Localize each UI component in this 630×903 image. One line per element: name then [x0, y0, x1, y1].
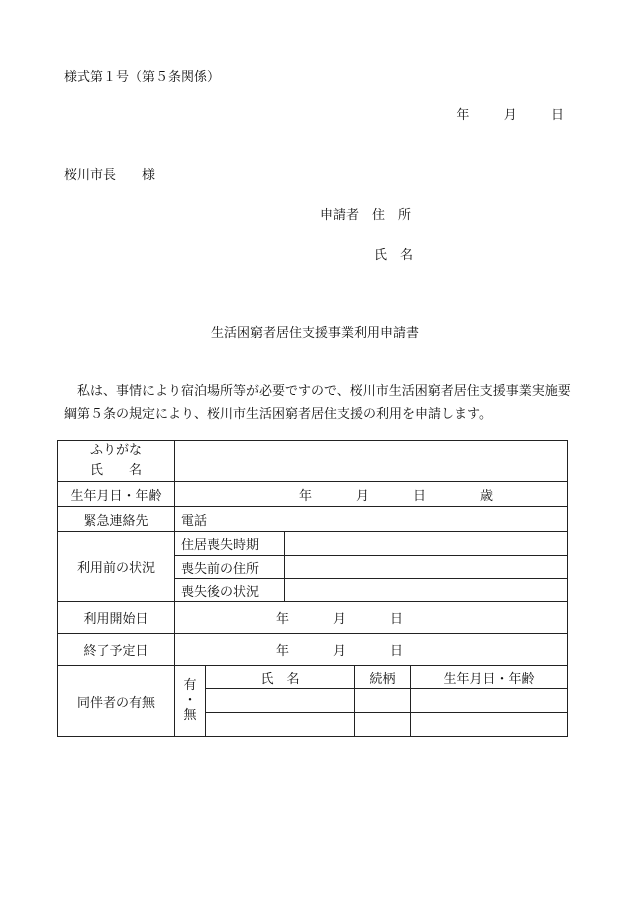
birth-age-field[interactable] [175, 482, 568, 507]
companion-relation-header: 続柄 [355, 666, 411, 689]
furigana-label: ふりがな [89, 443, 142, 458]
birth-day-unit: 日 [413, 488, 427, 504]
start-day-unit: 日 [390, 612, 404, 627]
form-number: 様式第１号（第５条関係） [64, 70, 221, 85]
date-month-label: 月 [503, 108, 517, 123]
applicant-address-label: 申請者 住 所 [320, 208, 412, 223]
document-title: 生活困窮者居住支援事業利用申請書 [210, 326, 419, 341]
name-label: 氏 名 [89, 463, 142, 478]
presence-yes: 有 [183, 678, 197, 693]
end-year-unit: 年 [276, 644, 290, 659]
companion-presence[interactable] [175, 666, 206, 737]
submission-date [456, 104, 564, 123]
birth-age-label: 生年月日・年齢 [58, 482, 175, 507]
after-status-label: 喪失後の状況 [175, 579, 285, 602]
form-row-end-date [58, 634, 568, 666]
end-date-field[interactable] [175, 634, 568, 666]
loss-time-label: 住居喪失時期 [175, 532, 285, 556]
presence-dot: ・ [183, 693, 197, 708]
before-status-label: 利用前の状況 [58, 532, 175, 602]
start-date-label: 利用開始日 [58, 602, 175, 634]
form-row-loss-time [58, 532, 568, 556]
companion-birth-header: 生年月日・年齢 [411, 666, 568, 689]
start-month-unit: 月 [333, 612, 347, 627]
end-date-label: 終了予定日 [58, 634, 175, 666]
birth-year-unit: 年 [299, 488, 313, 504]
furigana-name-label [58, 441, 175, 482]
date-year-label: 年 [456, 108, 470, 123]
companion-name-cell[interactable] [206, 689, 355, 713]
phone-label: 電話 [181, 513, 208, 529]
companion-birth-cell[interactable] [411, 713, 568, 737]
start-year-unit: 年 [276, 612, 290, 627]
prior-address-label: 喪失前の住所 [175, 556, 285, 579]
addressee: 桜川市長 様 [64, 168, 156, 183]
emergency-contact-field[interactable] [175, 507, 568, 532]
emergency-contact-label: 緊急連絡先 [58, 507, 175, 532]
form-row-name [58, 441, 568, 482]
application-form-table [57, 440, 568, 737]
companion-birth-cell[interactable] [411, 689, 568, 713]
end-day-unit: 日 [390, 644, 404, 659]
companion-label: 同伴者の有無 [58, 666, 175, 737]
birth-month-unit: 月 [356, 488, 370, 504]
form-row-birth [58, 482, 568, 507]
birth-age-unit: 歳 [480, 488, 494, 504]
start-date-field[interactable] [175, 602, 568, 634]
prior-address-field[interactable] [285, 556, 568, 579]
form-row-companion-header [58, 666, 568, 689]
companion-relation-cell[interactable] [355, 689, 411, 713]
form-row-start-date [58, 602, 568, 634]
companion-relation-cell[interactable] [355, 713, 411, 737]
form-row-emergency [58, 507, 568, 532]
loss-time-field[interactable] [285, 532, 568, 556]
companion-name-header: 氏 名 [206, 666, 355, 689]
after-status-field[interactable] [285, 579, 568, 602]
companion-name-cell[interactable] [206, 713, 355, 737]
body-text: 私は、事情により宿泊場所等が必要ですので、桜川市生活困窮者居住支援事業実施要綱第５条の規定により、桜川市生活困窮者居住支援の利用を申請します。 [64, 384, 571, 422]
end-month-unit: 月 [333, 644, 347, 659]
name-field[interactable] [175, 441, 568, 482]
applicant-name-label: 氏 名 [374, 248, 414, 263]
presence-no: 無 [183, 708, 197, 723]
date-day-label: 日 [550, 108, 564, 123]
